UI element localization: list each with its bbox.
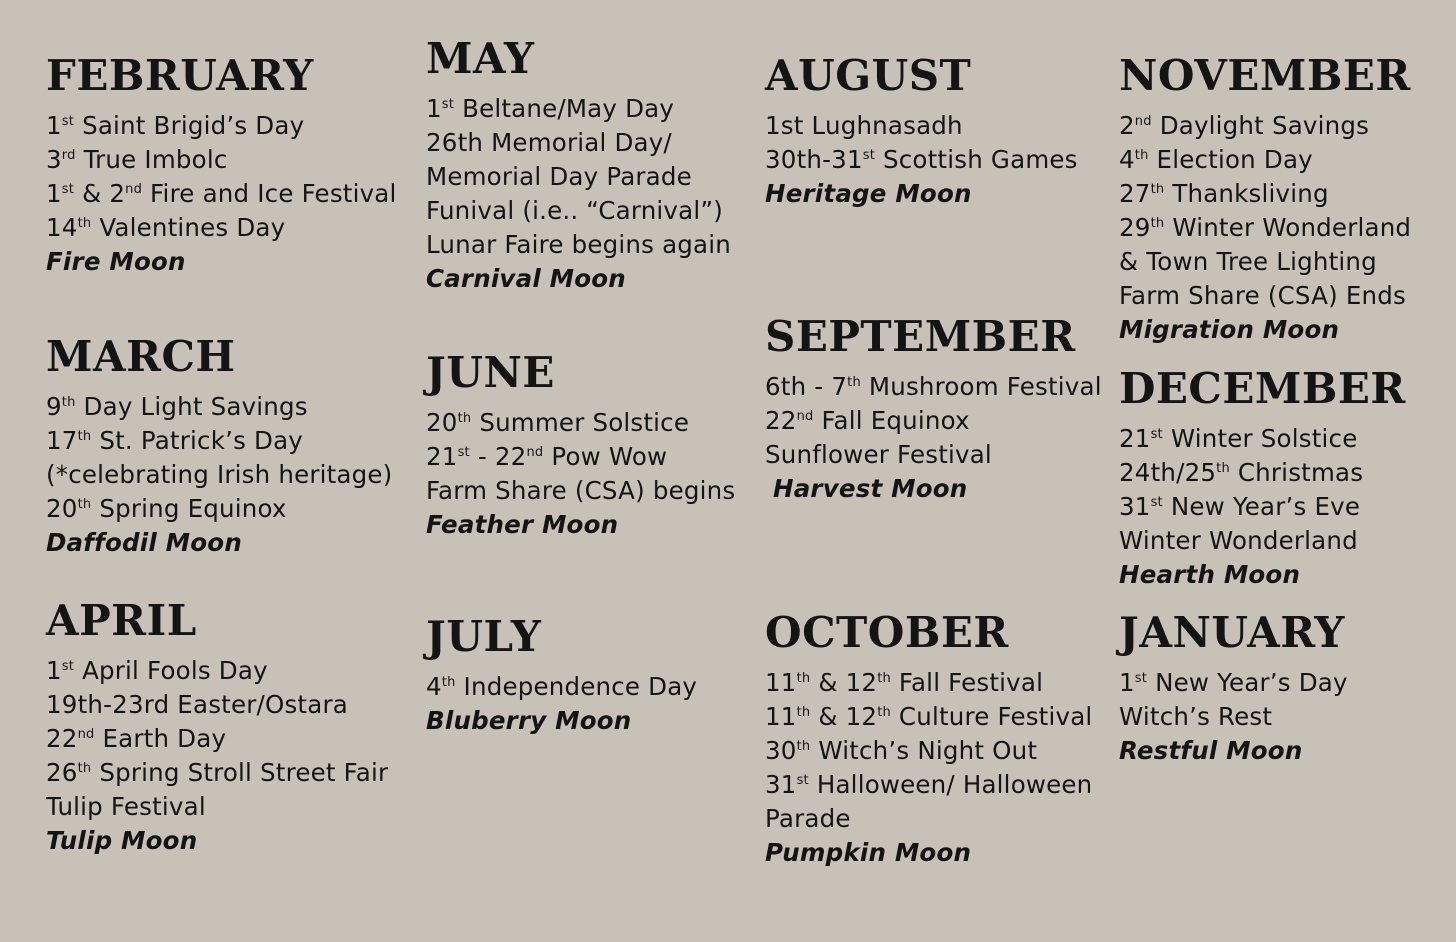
event-list (46, 654, 388, 824)
event-day: 20 (426, 408, 458, 437)
month-december (1119, 364, 1406, 592)
event-day-suffix: th (77, 496, 92, 512)
event-name: Fire and Ice Festival (142, 179, 397, 208)
event-name: (*celebrating Irish heritage) (46, 460, 393, 489)
event-list (46, 390, 392, 526)
event-name: Earth Day (94, 724, 227, 753)
month-october (765, 608, 1093, 870)
event-name: Witch’s Rest (1119, 702, 1273, 731)
event-list (426, 92, 731, 262)
event-day-second: & 12 (810, 668, 878, 697)
event-day: 21 (426, 442, 458, 471)
event-name: Halloween/ Halloween (808, 770, 1093, 799)
event-name: Winter Wonderland (1119, 526, 1358, 555)
event-name: Thanksliving (1164, 179, 1329, 208)
event-item (765, 370, 1102, 404)
event-day-suffix: st (1150, 494, 1163, 510)
event-list (765, 109, 1078, 177)
event-day: 1 (1119, 668, 1135, 697)
event-day: 31 (1119, 492, 1151, 521)
month-may (426, 34, 731, 296)
event-name: Funival (i.e.. “Carnival”) (426, 196, 723, 225)
event-item (46, 458, 392, 492)
event-day: 30 (765, 736, 797, 765)
month-february (46, 51, 397, 279)
event-day-suffix: th (1150, 215, 1165, 231)
month-title: APRIL (46, 596, 197, 645)
event-day: 30th-31 (765, 145, 863, 174)
event-list (1119, 422, 1406, 558)
moon-name: Migration Moon (1119, 315, 1340, 344)
event-name: Daylight Savings (1151, 111, 1370, 140)
event-day-suffix: st (1150, 426, 1163, 442)
event-name: 26th Memorial Day/ (426, 128, 672, 157)
event-name: April Fools Day (74, 656, 268, 685)
event-name: Culture Festival (890, 702, 1093, 731)
moon-name: Bluberry Moon (426, 706, 632, 735)
event-day: 11 (765, 702, 797, 731)
event-item (765, 700, 1092, 734)
event-item (46, 790, 388, 824)
month-title: JUNE (426, 348, 555, 397)
event-name: Valentines Day (91, 213, 286, 242)
event-day: 29 (1119, 213, 1151, 242)
event-day-suffix: st (61, 181, 75, 197)
event-name: New Year’s Eve (1162, 492, 1361, 521)
moon-name: Tulip Moon (46, 826, 198, 855)
event-day: 20 (46, 494, 78, 523)
event-item (46, 654, 388, 688)
moon-name: Restful Moon (1119, 736, 1303, 765)
event-item (426, 126, 731, 160)
event-name: Memorial Day Parade (426, 162, 692, 191)
event-item (426, 440, 735, 474)
month-title: OCTOBER (765, 608, 1009, 657)
event-item (765, 666, 1092, 700)
event-item (46, 492, 392, 526)
event-name: New Year’s Day (1147, 668, 1348, 697)
event-item (46, 424, 392, 458)
event-item (765, 404, 1102, 438)
event-item (46, 688, 388, 722)
event-item (426, 474, 735, 508)
event-item (46, 722, 388, 756)
moon-name: Carnival Moon (426, 264, 626, 293)
event-name: Witch’s Night Out (810, 736, 1038, 765)
event-name: St. Patrick’s Day (91, 426, 303, 455)
event-item (1119, 177, 1411, 211)
event-name: Tulip Festival (46, 792, 206, 821)
event-day-suffix: st (61, 658, 75, 674)
event-list (1119, 666, 1348, 734)
event-name: Winter Solstice (1162, 424, 1358, 453)
event-list (426, 406, 735, 508)
event-day-suffix: st (1134, 670, 1148, 686)
event-list (1119, 109, 1411, 313)
event-name: Winter Wonderland (1164, 213, 1412, 242)
event-day: 4 (426, 672, 442, 701)
month-september (765, 312, 1102, 506)
event-name: Election Day (1148, 145, 1313, 174)
month-title: MARCH (46, 332, 236, 381)
event-day: 14 (46, 213, 78, 242)
event-name: Independence Day (455, 672, 698, 701)
event-item (426, 670, 697, 704)
event-item (46, 177, 397, 211)
moon-name: Pumpkin Moon (765, 838, 972, 867)
month-title: FEBRUARY (46, 51, 314, 100)
event-day: 6th - 7 (765, 372, 848, 401)
event-day-suffix: nd (796, 408, 814, 424)
event-day: 3 (46, 145, 62, 174)
event-day-suffix: th (457, 410, 472, 426)
event-name: Parade (765, 804, 851, 833)
event-day-second-suffix: nd (125, 181, 143, 197)
event-item (46, 211, 397, 245)
event-day-suffix: th (77, 760, 92, 776)
event-item (1119, 211, 1411, 245)
event-day: 26 (46, 758, 78, 787)
event-name: Scottish Games (875, 145, 1078, 174)
event-list (765, 666, 1092, 836)
event-day: 1 (46, 111, 62, 140)
month-march (46, 332, 393, 560)
event-item (765, 438, 1102, 472)
event-day-suffix: th (847, 374, 861, 390)
event-day: 21 (1119, 424, 1151, 453)
event-day-second: - 22 (469, 442, 527, 471)
event-list (765, 370, 1102, 472)
event-name: Farm Share (CSA) begins (426, 476, 736, 505)
event-item (1119, 666, 1348, 700)
event-item (1119, 456, 1406, 490)
event-day: 9 (46, 392, 62, 421)
event-day-suffix: st (862, 147, 876, 163)
event-item (46, 390, 392, 424)
event-day: 1 (426, 94, 442, 123)
event-day-suffix: th (441, 674, 456, 690)
month-title: JANUARY (1119, 608, 1345, 657)
event-item (765, 802, 1092, 836)
event-name: 19th-23rd Easter/Ostara (46, 690, 348, 719)
event-name: Pow Wow (543, 442, 668, 471)
event-list (426, 670, 697, 704)
moon-name: Harvest Moon (773, 474, 968, 503)
event-name: Saint Brigid’s Day (74, 111, 305, 140)
event-item (1119, 490, 1406, 524)
moon-name: Feather Moon (426, 510, 619, 539)
event-day-second-suffix: th (877, 704, 891, 720)
event-item (1119, 245, 1411, 279)
event-name: True Imbolc (75, 145, 228, 174)
moon-name: Hearth Moon (1119, 560, 1301, 589)
event-name: & Town Tree Lighting (1119, 247, 1377, 276)
event-name: Summer Solstice (471, 408, 690, 437)
event-item (1119, 279, 1411, 313)
event-name: Farm Share (CSA) Ends (1119, 281, 1406, 310)
event-day: 11 (765, 668, 797, 697)
event-name: 1st Lughnasadh (765, 111, 963, 140)
event-day: 4 (1119, 145, 1135, 174)
month-title: AUGUST (765, 51, 972, 100)
event-item (765, 768, 1092, 802)
event-day-suffix: nd (77, 726, 95, 742)
event-name: Fall Equinox (813, 406, 970, 435)
event-day-suffix: th (796, 670, 811, 686)
event-day: 1 (46, 179, 62, 208)
month-august (765, 51, 1078, 211)
month-june (426, 348, 736, 542)
event-day-suffix: th (77, 215, 92, 231)
event-day-second-suffix: th (877, 670, 891, 686)
event-day: 24th/25 (1119, 458, 1217, 487)
event-day-suffix: th (796, 738, 811, 754)
event-day: 17 (46, 426, 78, 455)
month-title: DECEMBER (1119, 364, 1406, 413)
event-day-second-suffix: nd (526, 444, 544, 460)
month-title: MAY (426, 34, 535, 83)
event-day-suffix: st (796, 772, 809, 788)
event-item (426, 160, 731, 194)
moon-name: Daffodil Moon (46, 528, 242, 557)
month-title: SEPTEMBER (765, 312, 1076, 361)
event-day-suffix: th (796, 704, 811, 720)
event-name: Spring Stroll Street Fair (91, 758, 389, 787)
event-item (426, 92, 731, 126)
event-name: Mushroom Festival (860, 372, 1102, 401)
month-january (1119, 608, 1348, 768)
event-day-suffix: th (1150, 181, 1165, 197)
event-item (46, 143, 397, 177)
event-day-suffix: rd (61, 147, 76, 163)
event-name: Spring Equinox (91, 494, 287, 523)
event-item (46, 109, 397, 143)
event-day-suffix: th (1216, 460, 1230, 476)
event-day-suffix: th (1134, 147, 1149, 163)
event-day-second: & 12 (810, 702, 878, 731)
event-day-suffix: th (77, 428, 92, 444)
month-title: NOVEMBER (1119, 51, 1411, 100)
moon-name: Heritage Moon (765, 179, 972, 208)
month-november (1119, 51, 1412, 347)
event-item (1119, 700, 1348, 734)
month-july (426, 612, 698, 738)
month-title: JULY (426, 612, 542, 661)
event-item (46, 756, 388, 790)
event-item (1119, 143, 1411, 177)
event-day: 22 (765, 406, 797, 435)
event-day-suffix: th (61, 394, 76, 410)
event-day-second: & 2 (74, 179, 126, 208)
event-item (1119, 109, 1411, 143)
event-item (426, 228, 731, 262)
event-name: Lunar Faire begins again (426, 230, 731, 259)
event-name: Beltane/May Day (454, 94, 675, 123)
event-item (765, 143, 1078, 177)
event-list (46, 109, 397, 245)
event-name: Fall Festival (890, 668, 1044, 697)
moon-name: Fire Moon (46, 247, 186, 276)
event-item (426, 406, 735, 440)
event-day-suffix: st (457, 444, 470, 460)
event-item (765, 734, 1092, 768)
event-day-suffix: nd (1134, 113, 1152, 129)
event-day-suffix: st (441, 96, 455, 112)
event-day: 31 (765, 770, 797, 799)
event-name: Sunflower Festival (765, 440, 992, 469)
event-name: Day Light Savings (75, 392, 308, 421)
event-item (765, 109, 1078, 143)
month-april (46, 596, 389, 858)
event-day: 2 (1119, 111, 1135, 140)
event-day: 27 (1119, 179, 1151, 208)
event-day-suffix: st (61, 113, 75, 129)
event-name: Christmas (1229, 458, 1364, 487)
event-day: 22 (46, 724, 78, 753)
event-item (426, 194, 731, 228)
event-day: 1 (46, 656, 62, 685)
event-item (1119, 524, 1406, 558)
event-item (1119, 422, 1406, 456)
